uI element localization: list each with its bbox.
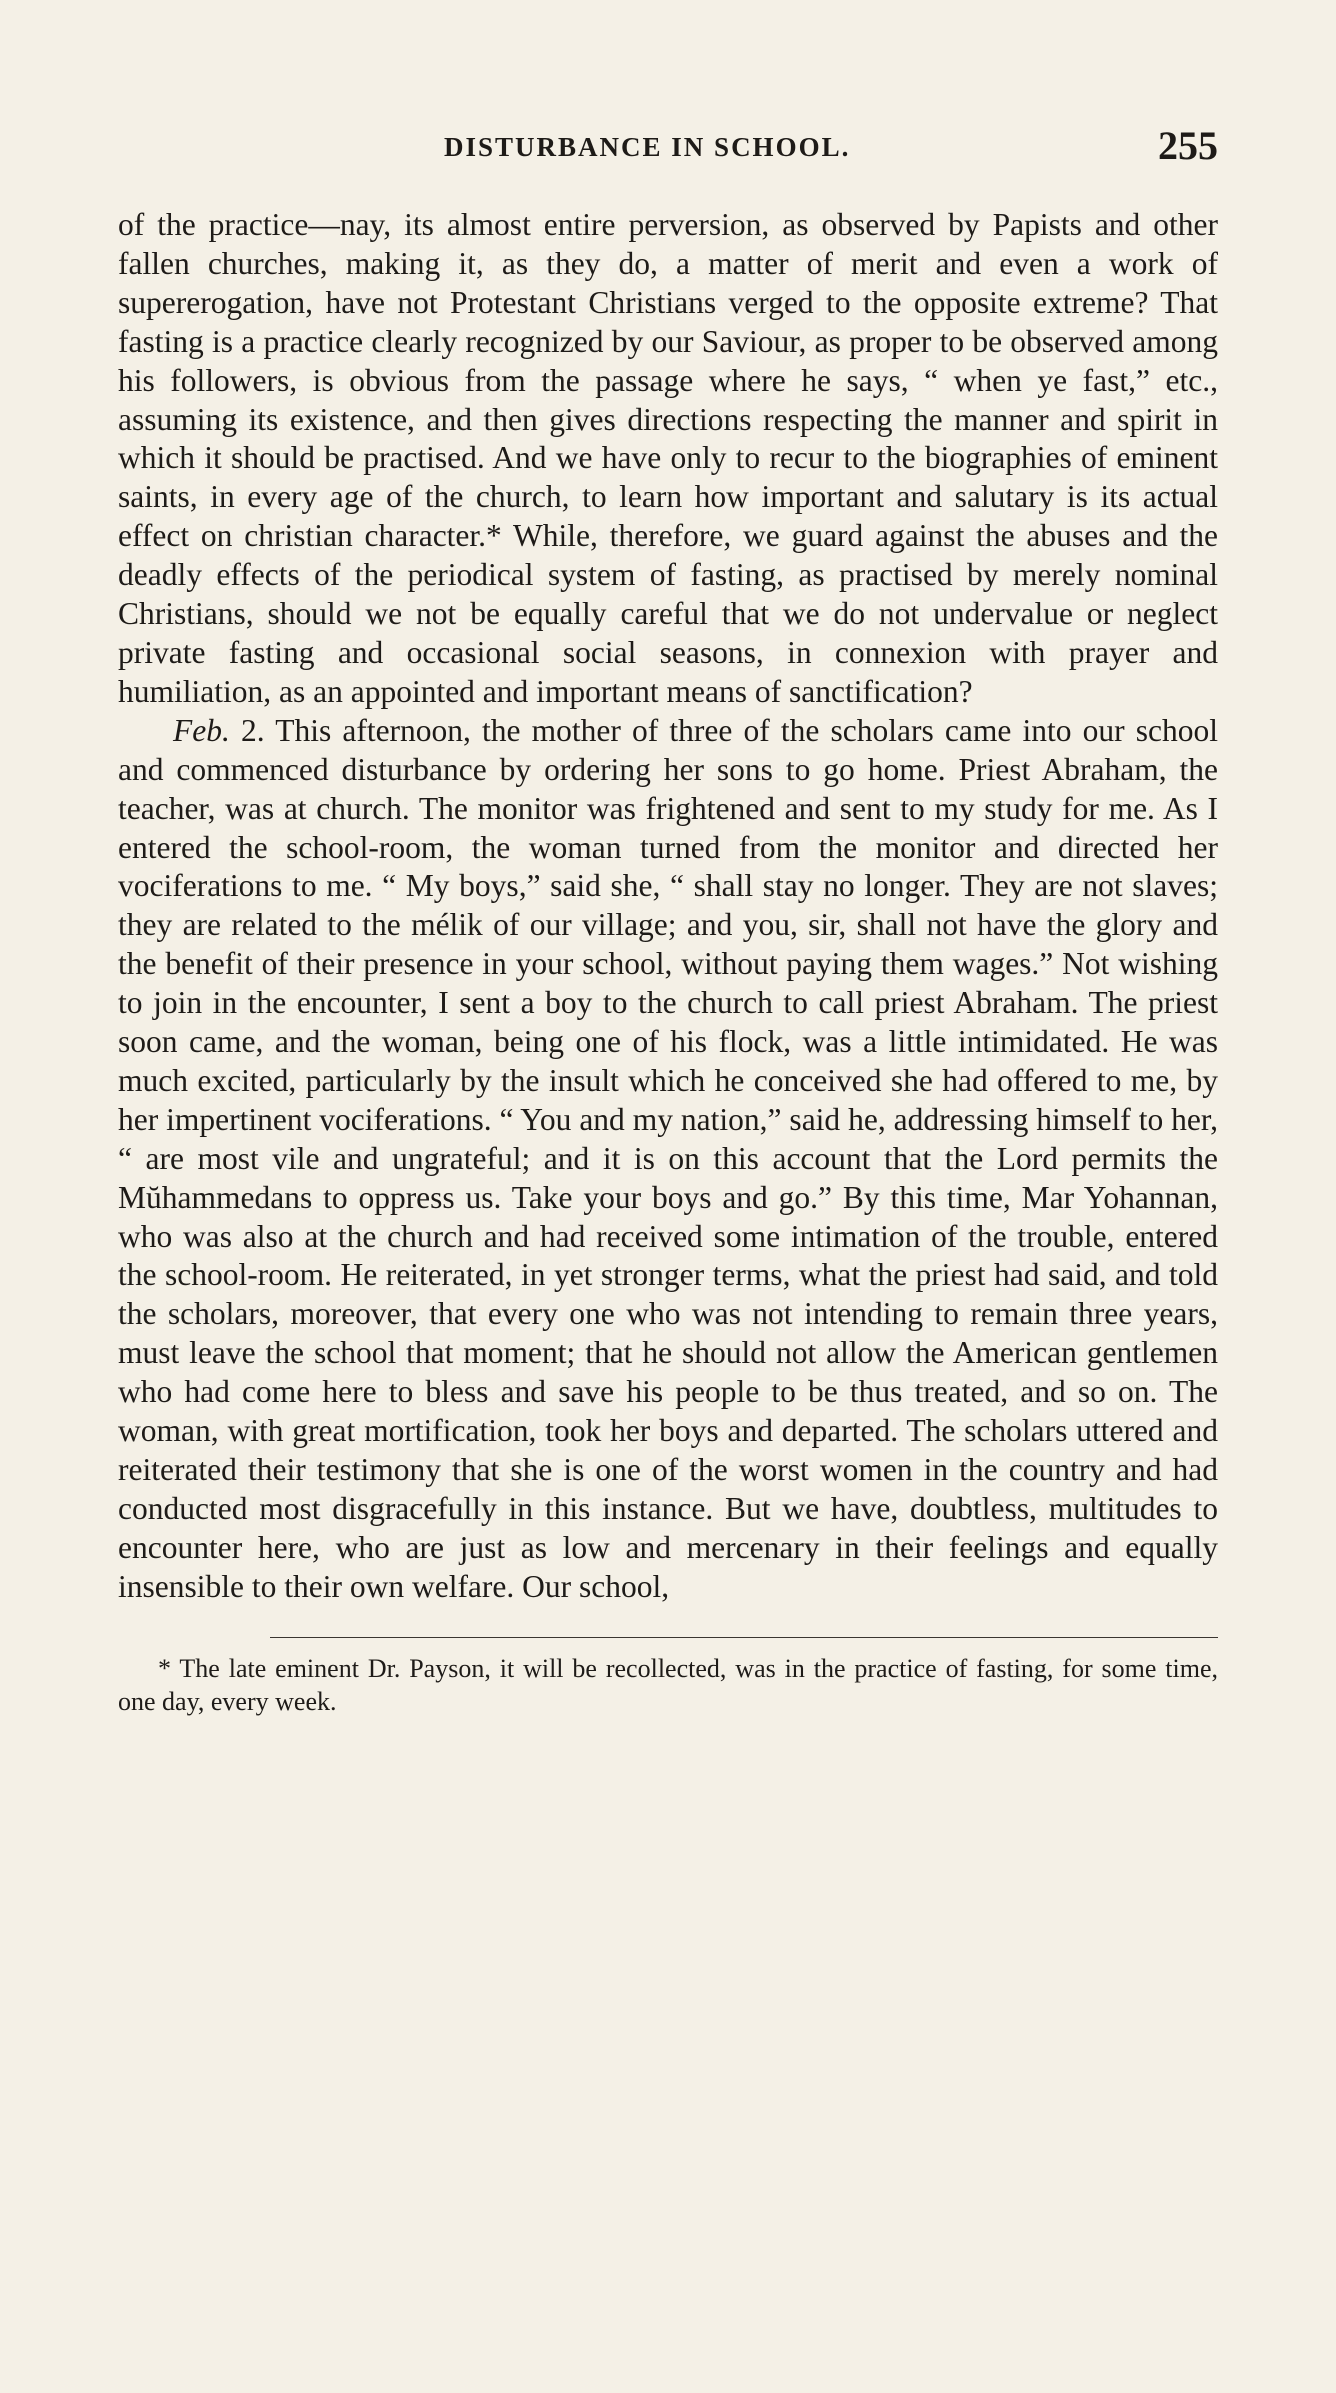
paragraph-fasting [118, 206, 1218, 712]
running-title: DISTURBANCE IN SCHOOL. [444, 132, 851, 162]
book-page [118, 118, 1218, 1718]
paragraph-feb-2-text: 2. This afternoon, the mother of three of the scholars came into our school and commenced disturbance by ordering her sons to go home. Priest Abraham, the teacher, was at church. The monitor was frightened and sent to my study for me. As I entered the school-room, the woman turned from the monitor and directed her vociferations to me. “ My boys,” said she, “ shall stay no longer. They are not slaves; they are related to the mélik of our village; and you, sir, shall not have the glory and the benefit of their presence in your school, without paying them wages.” Not wishing to join in the encounter, I sent a boy to the church to call priest Abraham. The priest soon came, and the woman, being one of his flock, was a little intimidated. He was much excited, particularly by the insult which he conceived she had offered to me, by her impertinent vociferations. “ You and my nation,” said he, addressing himself to her, “ are most vile and ungrateful; and it is on this account that the Lord permits the Mŭhammedans to oppress us. Take your boys and go.” By this time, Mar Yohannan, who was also at the church and had received some intimation of the trouble, entered the school-room. He reiterated, in yet stronger terms, what the priest had said, and told the scholars, moreover, that every one who was not intending to remain three years, must leave the school that moment; that he should not allow the American gentlemen who had come here to bless and save his people to be thus treated, and so on. The woman, with great mortification, took her boys and departed. The scholars uttered and reiterated their testimony that she is one of the worst women in the country and had conducted most disgracefully in this instance. But we have, doubtless, multitudes to encounter here, who are just as low and mercenary in their feelings and equally insensible to their own welfare. Our school, [118, 712, 1218, 1604]
paragraph-fasting-text: of the practice—nay, its almost entire perversion, as observed by Papists and other fallen churches, making it, as they do, a matter of merit and even a work of supererogation, have not Protestant Christians verged to the opposite extreme? That fasting is a practice clearly recognized by our Saviour, as proper to be observed among his followers, is obvious from the passage where he says, “ when ye fast,” etc., assuming its existence, and then gives directions respecting the manner and spirit in which it should be practised. And we have only to recur to the biographies of eminent saints, in every age of the church, to learn how important and salutary is its actual effect on christian character.* While, therefore, we guard against the abuses and the deadly effects of the periodical system of fasting, as practised by merely nominal Christians, should we not be equally careful that we do not undervalue or neglect private fasting and occasional social seasons, in connexion with prayer and humiliation, as an appointed and important means of sanctification? [118, 207, 1218, 709]
footnote-rule [270, 1637, 1218, 1638]
paragraph-feb-2 [118, 712, 1218, 1607]
page-number: 255 [1158, 123, 1218, 168]
footnote [118, 1652, 1218, 1718]
body-text [118, 206, 1218, 1607]
date-lead: Feb. [173, 712, 230, 748]
footnote-text: * The late eminent Dr. Payson, it will be recollected, was in the practice of fasting, for some time, one day, every week. [118, 1653, 1218, 1716]
running-head [118, 118, 1218, 178]
